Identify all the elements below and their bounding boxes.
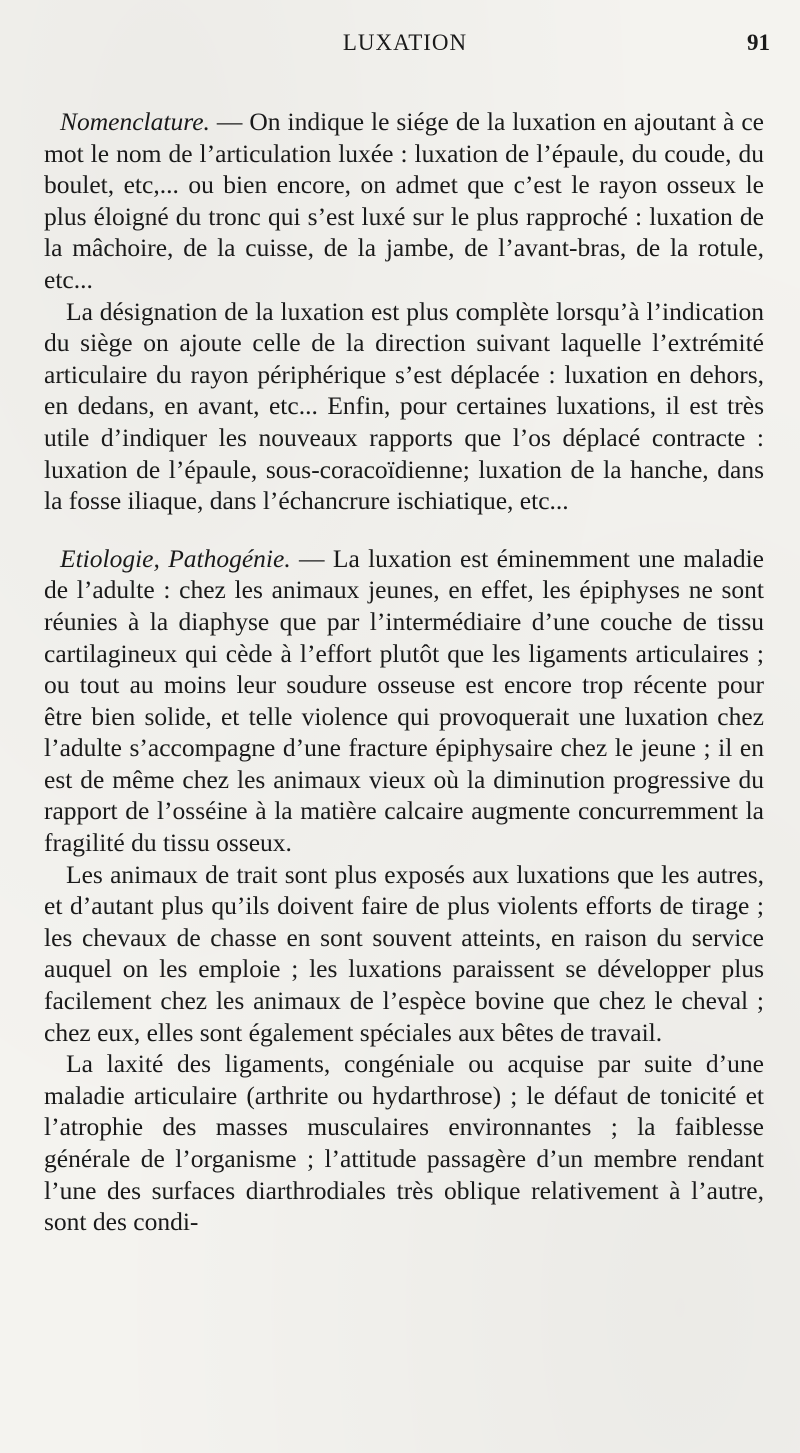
paragraph-text: La laxité des ligaments, congéniale ou acquise par suite d’une maladie articulaire (arthrite ou hydarthrose) ; le défaut de tonicité et l’atrophie des masses musculaires environnantes ; la faiblesse générale de l’organisme ; l’attitude passagère d’un membre rendant l’une des surfaces diarthrodiales très oblique relativement à l’autre, sont des condi- xyxy=(44,1049,764,1237)
running-title: LUXATION xyxy=(342,30,468,55)
paragraph-text: Les animaux de trait sont plus exposés aux luxations que les autres, et d’autant plus qu’ils doivent faire de plus violents efforts de tirage ; les chevaux de chasse en sont souvent atteints, en raison du service auquel on les emploie ; les luxations paraissent se développer plus facilement chez les animaux de l’espèce bovine que chez le cheval ; chez eux, elles sont également spéciales aux bêtes de travail. xyxy=(44,859,764,1047)
section-heading-nomenclature: Nomenclature. xyxy=(60,107,210,136)
paragraph-text: — La luxation est éminemment une maladie de l’adulte : chez les animaux jeunes, en effet, les épiphyses ne sont réunies à la diaphyse que par l’intermédiaire d’une couche de tissu cartilagineux qui cède à l’effort plutôt que les ligaments articulaires ; ou tout au moins leur soudure osseuse est encore trop récente pour être bien solide, et telle violence qui provoquerait une luxation chez l’adulte s’accompagne d’une fracture épiphysaire chez le jeune ; il en est de même chez les animaux vieux où la diminution progressive du rapport de l’osséine à la matière calcaire augmente concurremment la fragilité du tissu osseux. xyxy=(44,543,764,858)
paragraph-etiologie xyxy=(44,543,764,859)
paragraph-animaux-de-trait xyxy=(44,859,764,1049)
page-number: 91 xyxy=(747,30,770,55)
paragraph-text: — On indique le siége de la luxation en ajoutant à ce mot le nom de l’articulation luxée : luxation de l’épaule, du coude, du boulet, etc,... ou bien encore, on admet que c’est le rayon osseux le plus éloigné du tronc qui s’est luxé sur le plus rapproché : luxation de la mâchoire, de la cuisse, de la jambe, de l’avant-bras, de la rotule, etc... xyxy=(44,107,764,294)
paragraph-text: La désignation de la luxation est plus complète lorsqu’à l’indication du siège on ajoute celle de la direction suivant laquelle l’extrémité articulaire du rayon périphérique s’est déplacée : luxation en dehors, en dedans, en avant, etc... Enfin, pour certaines luxations, il est très utile d’indiquer les nouveaux rapports que l’os déplacé contracte : luxation de l’épaule, sous-coracoïdienne; luxation de la hanche, dans la fosse iliaque, dans l’échancrure ischiatique, etc... xyxy=(44,296,764,516)
paragraph-laxite xyxy=(44,1048,764,1238)
body-text xyxy=(44,106,764,1238)
paragraph-designation xyxy=(44,296,764,517)
paragraph-nomenclature xyxy=(44,106,764,296)
section-heading-etiologie: Etiologie, Pathogénie. xyxy=(60,543,291,573)
running-header xyxy=(40,30,770,66)
